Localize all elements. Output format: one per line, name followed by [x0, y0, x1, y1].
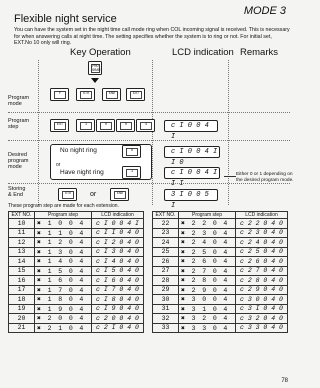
- ext-cell: 28: [153, 276, 179, 286]
- no-night-ring-label: No night ring: [60, 147, 97, 154]
- page-title: Flexible night service: [14, 13, 117, 25]
- lcd-cell: c I 6 0 4 0: [92, 276, 144, 286]
- program-step-cell: ✖ 2 3 0 4: [179, 228, 236, 238]
- lcd-store: 3 I 0 0 5 I: [164, 189, 218, 201]
- table-row: [153, 285, 288, 295]
- ext-cell: 18: [9, 295, 35, 305]
- lcd-cell: c 2 4 0 4 0: [236, 238, 288, 248]
- lcd-cell: c 3 I 0 4 0: [236, 304, 288, 314]
- remark-note: Either 0 or 1 depending on the desired program mode.: [236, 172, 294, 183]
- program-step-cell: ✖ 2 2 0 4: [179, 219, 236, 229]
- key-0[interactable]: 0: [122, 145, 141, 158]
- program-step-cell: ✖ 2 8 0 4: [179, 276, 236, 286]
- divider: [8, 112, 290, 113]
- table-row: [9, 219, 144, 229]
- key-0[interactable]: 0: [116, 119, 135, 132]
- lcd-cell: c I 8 0 4 0: [92, 295, 144, 305]
- ext-cell: 11: [9, 228, 35, 238]
- lcd-cell: c I 7 0 4 0: [92, 285, 144, 295]
- page-number: 78: [281, 378, 288, 384]
- lcd-cell: c 2 6 0 4 0: [236, 257, 288, 267]
- program-step-cell: ✖ 1 1 0 4: [35, 228, 92, 238]
- lcd-cell: c 2 3 0 4 0: [236, 228, 288, 238]
- ext-cell: 21: [9, 323, 35, 333]
- key-4[interactable]: 4: [136, 119, 155, 132]
- program-step-cell: ✖ 1 2 0 4: [35, 238, 92, 248]
- ext-cell: 10: [9, 219, 35, 229]
- key-operation-header: Key Operation: [70, 47, 131, 58]
- col-header-program: Program step: [179, 212, 236, 219]
- program-step-cell: ✖ 1 9 0 4: [35, 304, 92, 314]
- table-row: [9, 247, 144, 257]
- table-row: [153, 266, 288, 276]
- pointer-line: [224, 176, 236, 177]
- col-header-ext: EXT NO.: [153, 212, 179, 219]
- ext-cell: 31: [153, 304, 179, 314]
- lcd-cell: c I 4 0 4 0: [92, 257, 144, 267]
- key-0[interactable]: 0: [96, 119, 115, 132]
- ext-cell: 22: [153, 219, 179, 229]
- program-step-cell: ✖ 1 8 0 4: [35, 295, 92, 305]
- ext-cell: 25: [153, 247, 179, 257]
- table-row: [9, 285, 144, 295]
- lcd-no-night: c I 0 0 4 I I 0: [164, 146, 220, 158]
- lcd-indication-header: LCD indication: [172, 47, 234, 58]
- ext-cell: 29: [153, 285, 179, 295]
- table-row: [9, 228, 144, 238]
- col-header-lcd: LCD indication: [92, 212, 144, 219]
- lcd-cell: c 2 8 0 4 0: [236, 276, 288, 286]
- program-step-cell: ✖ 1 0 0 4: [35, 219, 92, 229]
- program-step-cell: ✖ 2 4 0 4: [179, 238, 236, 248]
- program-key[interactable]: PRO GRAM: [88, 61, 102, 75]
- table-row: [153, 247, 288, 257]
- program-step-cell: ✖ 3 2 0 4: [179, 314, 236, 324]
- lcd-cell: c 2 2 0 4 0: [236, 219, 288, 229]
- table-row: [153, 257, 288, 267]
- f-key[interactable]: F: [50, 88, 69, 101]
- program-step-cell: ✖ 1 6 0 4: [35, 276, 92, 286]
- table-row: [153, 323, 288, 333]
- program-step-cell: ✖ 3 1 0 4: [179, 304, 236, 314]
- lcd-cell: c 3 0 0 4 0: [236, 295, 288, 305]
- lcd-step: c I 0 0 4 I: [164, 120, 218, 132]
- table-row: [9, 238, 144, 248]
- lcd-cell: c I 5 0 4 0: [92, 266, 144, 276]
- ext-cell: 15: [9, 266, 35, 276]
- end-key[interactable]: END: [102, 88, 121, 101]
- program-step-cell: ✖ 1 5 0 4: [35, 266, 92, 276]
- table-row: [9, 304, 144, 314]
- ext-table-right: [152, 211, 288, 333]
- table-row: [9, 266, 144, 276]
- ext-cell: 32: [153, 314, 179, 324]
- lcd-cell: c 2 I 0 4 0: [92, 323, 144, 333]
- or-separator: or: [56, 162, 61, 168]
- col-header-program: Program step: [35, 212, 92, 219]
- ext-cell: 14: [9, 257, 35, 267]
- table-row: [153, 276, 288, 286]
- ext-table-left: [8, 211, 144, 333]
- lcd-cell: c I 0 0 4 I: [92, 219, 144, 229]
- lcd-night: c I 0 0 4 I I I: [164, 167, 220, 179]
- table-row: [9, 276, 144, 286]
- key-1[interactable]: 1: [122, 166, 141, 179]
- ext-cell: 17: [9, 285, 35, 295]
- divider: [8, 140, 290, 141]
- lcd-cell: c I 9 0 4 0: [92, 304, 144, 314]
- lcd-cell: c I 2 0 4 0: [92, 238, 144, 248]
- program-step-cell: ✖ 2 1 0 4: [35, 323, 92, 333]
- col-header-ext: EXT NO.: [9, 212, 35, 219]
- lcd-cell: c 2 9 0 4 0: [236, 285, 288, 295]
- lcd-cell: c 2 0 0 4 0: [92, 314, 144, 324]
- ext-cell: 20: [9, 314, 35, 324]
- program-step-cell: ✖ 1 7 0 4: [35, 285, 92, 295]
- program-step-cell: ✖ 2 9 0 4: [179, 285, 236, 295]
- step-desired-mode: Desired program mode: [8, 152, 29, 170]
- table-row: [9, 314, 144, 324]
- table-row: [153, 314, 288, 324]
- end-key[interactable]: END: [110, 188, 129, 201]
- table-note: These program step are made for each extension.: [8, 203, 119, 209]
- program-step-cell: ✖ 2 0 0 4: [35, 314, 92, 324]
- program-step-cell: ✖ 3 0 0 4: [179, 295, 236, 305]
- lcd-cell: c I 3 0 4 0: [92, 247, 144, 257]
- ext-cell: 13: [9, 247, 35, 257]
- lcd-cell: c I I 0 4 0: [92, 228, 144, 238]
- table-row: [153, 228, 288, 238]
- key-1[interactable]: 1: [76, 119, 95, 132]
- arrow-down-icon: [91, 78, 99, 83]
- program-step-cell: ✖ 1 3 0 4: [35, 247, 92, 257]
- ext-cell: 24: [153, 238, 179, 248]
- step-program-mode: Program mode: [8, 95, 30, 107]
- program-step-cell: ✖ 3 3 0 4: [179, 323, 236, 333]
- mode-label: MODE 3: [243, 5, 286, 17]
- table-row: [153, 295, 288, 305]
- step-program-step: Program step: [8, 118, 30, 130]
- ext-key[interactable]: EXT: [126, 88, 145, 101]
- col-header-lcd: LCD indication: [236, 212, 288, 219]
- ext-cell: 16: [9, 276, 35, 286]
- table-row: [153, 304, 288, 314]
- ext-cell: 12: [9, 238, 35, 248]
- program-step-cell: ✖ 2 5 0 4: [179, 247, 236, 257]
- table-row: [9, 323, 144, 333]
- divider: [8, 183, 290, 184]
- ext-cell: 30: [153, 295, 179, 305]
- store-key[interactable]: STO: [58, 188, 77, 201]
- table-row: [153, 219, 288, 229]
- or-separator: or: [90, 191, 97, 198]
- have-night-ring-label: Have night ring: [60, 169, 104, 176]
- lcd-cell: c 3 3 0 4 0: [236, 323, 288, 333]
- ext-cell: 19: [9, 304, 35, 314]
- program-step-cell: ✖ 2 6 0 4: [179, 257, 236, 267]
- ext-cell: 23: [153, 228, 179, 238]
- ext-key[interactable]: EXT: [50, 119, 69, 132]
- lcd-cell: c 2 7 0 4 0: [236, 266, 288, 276]
- table-row: [9, 257, 144, 267]
- store-key[interactable]: STO: [76, 88, 95, 101]
- table-row: [9, 295, 144, 305]
- lcd-cell: c 2 5 0 4 0: [236, 247, 288, 257]
- program-step-cell: ✖ 1 4 0 4: [35, 257, 92, 267]
- ext-cell: 27: [153, 266, 179, 276]
- lcd-cell: c 3 2 0 4 0: [236, 314, 288, 324]
- step-storing: Storing & End: [8, 186, 26, 198]
- table-row: [153, 238, 288, 248]
- ext-cell: 33: [153, 323, 179, 333]
- remarks-header: Remarks: [240, 47, 279, 58]
- intro-text: You can have the system set in the night time call mode ring when COL incoming signal is received. This is necessary for when answering calls at night time. The setting specifies whether the system is to ring or not. For initial set, EXT.No 10 only will ring.: [14, 27, 290, 46]
- program-step-cell: ✖ 2 7 0 4: [179, 266, 236, 276]
- ext-cell: 26: [153, 257, 179, 267]
